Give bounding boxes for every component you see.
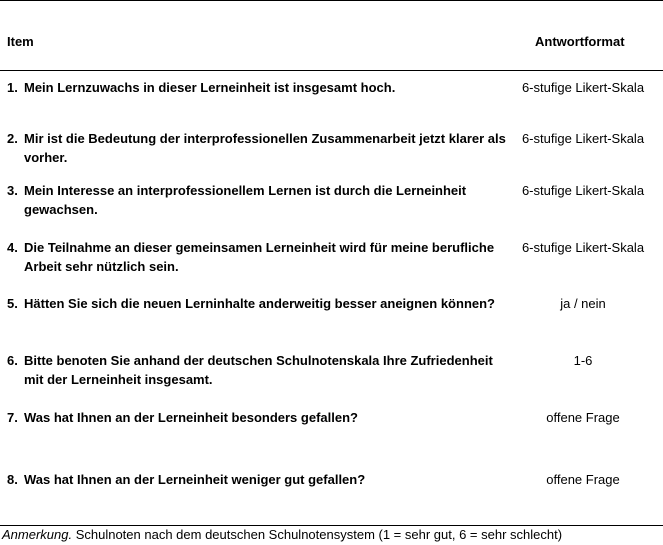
item-number: 5.	[7, 296, 18, 311]
item-question: Mein Lernzuwachs in dieser Lerneinheit ist insgesamt hoch.	[24, 80, 396, 95]
item-question: Mir ist die Bedeutung der interprofessionellen Zusammenarbeit jetzt klarer als vorher.	[24, 131, 506, 165]
note-text: Schulnoten nach dem deutschen Schulnotensystem (1 = sehr gut, 6 = sehr schlecht)	[72, 527, 563, 542]
item-format: 6-stufige Likert-Skala	[521, 240, 645, 255]
item-format: 6-stufige Likert-Skala	[521, 131, 645, 146]
item-question: Bitte benoten Sie anhand der deutschen Schulnotenskala Ihre Zufriedenheit mit der Lerneinheit insgesamt.	[24, 353, 493, 387]
item-number: 2.	[7, 131, 18, 146]
item-format: 6-stufige Likert-Skala	[521, 183, 645, 198]
table-bottom-rule	[0, 525, 663, 526]
column-header-format: Antwortformat	[535, 34, 625, 49]
item-format: 6-stufige Likert-Skala	[521, 80, 645, 95]
item-number: 3.	[7, 183, 18, 198]
item-question: Die Teilnahme an dieser gemeinsamen Lerneinheit wird für meine berufliche Arbeit sehr nützlich sein.	[24, 240, 495, 274]
header-rule	[0, 70, 663, 71]
item-format: offene Frage	[546, 410, 620, 425]
item-number: 8.	[7, 472, 18, 487]
item-question: Was hat Ihnen an der Lerneinheit besonders gefallen?	[24, 410, 358, 425]
item-format: ja / nein	[560, 296, 606, 311]
column-header-item: Item	[7, 34, 34, 49]
item-number: 7.	[7, 410, 18, 425]
item-question: Hätten Sie sich die neuen Lerninhalte anderweitig besser aneignen können?	[24, 296, 495, 311]
note-label: Anmerkung.	[2, 527, 73, 542]
table-top-rule	[0, 0, 663, 1]
item-question: Was hat Ihnen an der Lerneinheit weniger gut gefallen?	[24, 472, 366, 487]
item-format: 1-6	[573, 353, 593, 368]
item-question: Mein Interesse an interprofessionellem Lernen ist durch die Lerneinheit gewachsen.	[24, 183, 467, 217]
item-number: 1.	[7, 80, 18, 95]
item-number: 6.	[7, 353, 18, 368]
item-format: offene Frage	[546, 472, 620, 487]
item-number: 4.	[7, 240, 18, 255]
table-note	[2, 527, 562, 543]
